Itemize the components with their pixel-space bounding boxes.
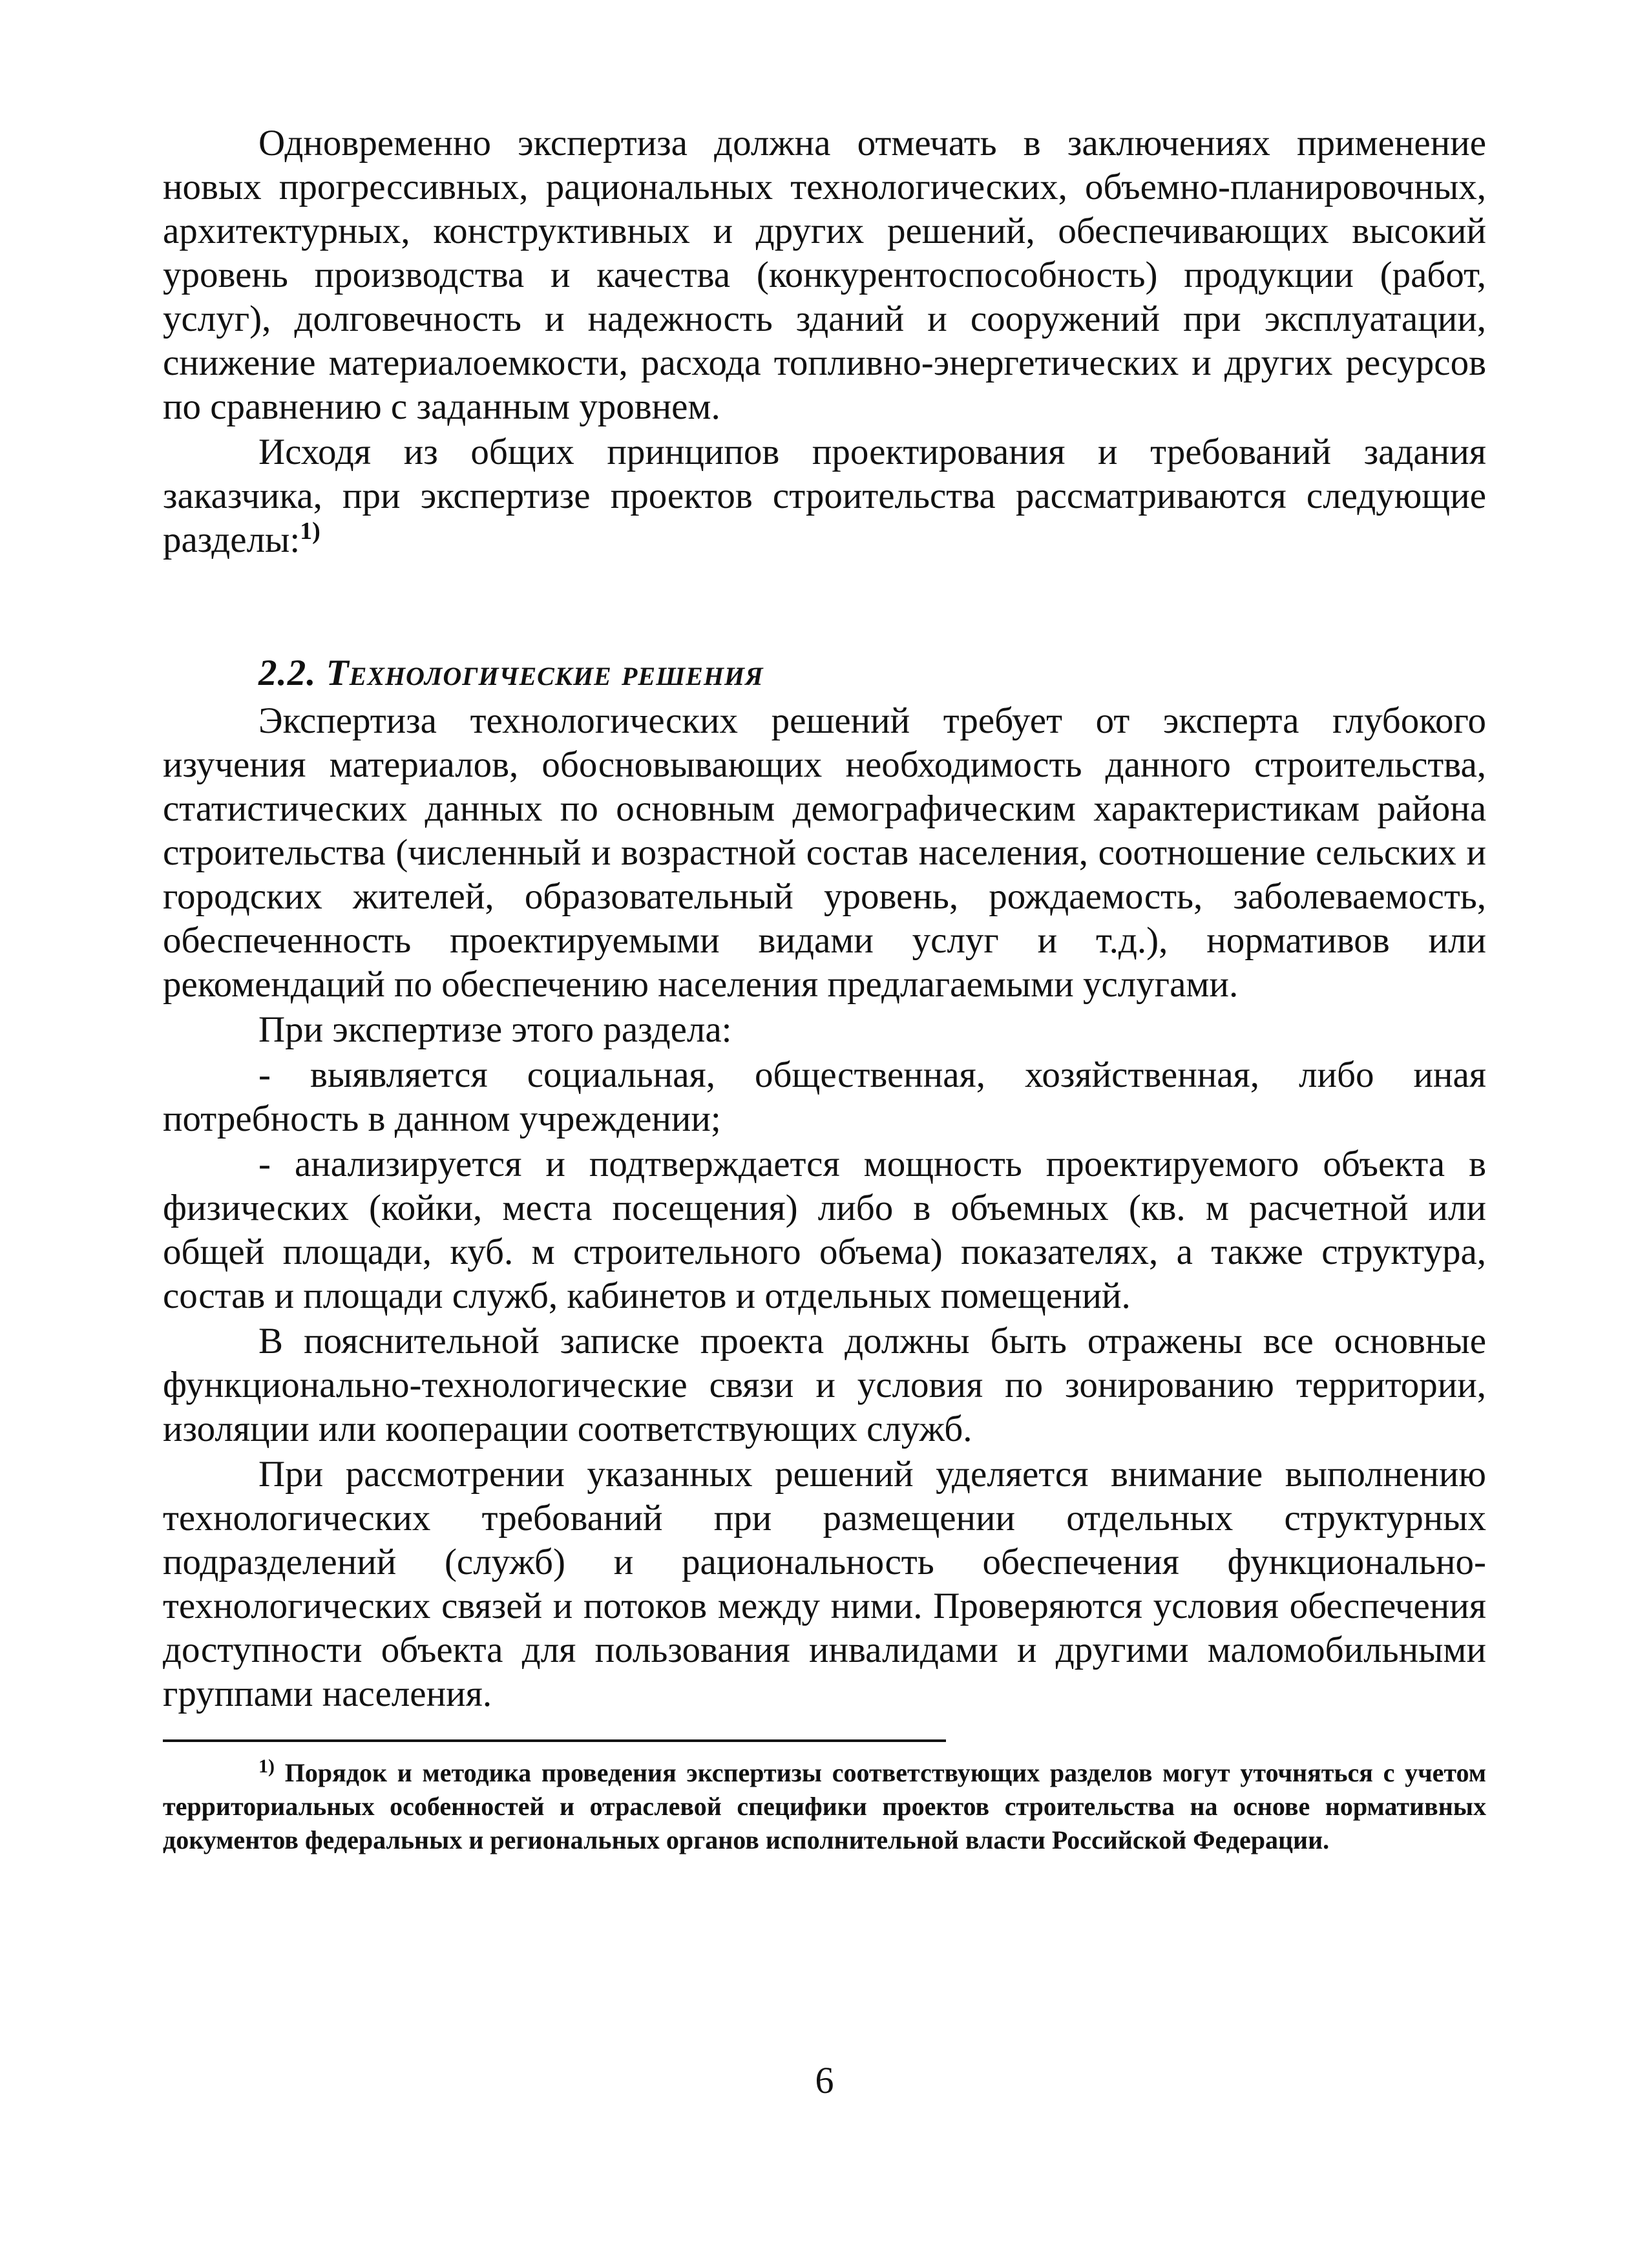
footnote-divider xyxy=(163,1739,946,1742)
section-paragraph-3: В пояснительной записке проекта должны быть отражены все основные функционально-технологические связи и условия по зонированию территории, изоляции или кооперации соответствующих служб. xyxy=(163,1321,1486,1449)
page-number: 6 xyxy=(815,2059,834,2101)
footnote-marker: 1) xyxy=(258,1756,275,1777)
footnote xyxy=(163,1756,1486,1857)
section-list-item-2: - анализируется и подтверждается мощность проектируемого объекта в физических (койки, места посещения) либо в объемных (кв. м расчетной или общей площади, куб. м строительного объема) показателях, а также структура, состав и площади служб, кабинетов и отдельных помещений. xyxy=(163,1144,1486,1316)
section-paragraph-1: Экспертиза технологических решений требует от эксперта глубокого изучения материалов, обосновывающих необходимость данного строительства, статистических данных по основным демографическим характеристикам района строительства (численный и возрастной состав населения, соотношение сельских и городских жителей, образовательный уровень, рождаемость, заболеваемость, обеспеченность проектируемыми видами услуг и т.д.), нормативов или рекомендаций по обеспечению населения предлагаемыми услугами. xyxy=(163,700,1486,1005)
section-number: 2.2. xyxy=(258,653,317,693)
document-page xyxy=(163,121,1486,1857)
section-paragraph-2: При экспертизе этого раздела: xyxy=(258,1009,732,1050)
section-heading xyxy=(163,651,1486,695)
section-paragraph-4: При рассмотрении указанных решений уделяется внимание выполнению технологических требований при размещении отдельных структурных подразделений (служб) и рациональность обеспечения функционально-технологических связей и потоков между ними. Проверяются условия обеспечения доступности объекта для пользования инвалидами и другими маломобильными группами населения. xyxy=(163,1454,1486,1714)
intro-paragraph-1: Одновременно экспертиза должна отмечать в заключениях применение новых прогрессивных, рациональных технологических, объемно-планировочных, архитектурных, конструктивных и других решений, обеспечивающих высокий уровень производства и качества (конкурентоспособность) продукции (работ, услуг), долговечность и надежность зданий и сооружений при эксплуатации, снижение материалоемкости, расхода топливно-энергетических и других ресурсов по сравнению с заданным уровнем. xyxy=(163,123,1486,427)
intro-paragraph-2 xyxy=(163,430,1486,562)
section-title: Технологические решения xyxy=(326,653,764,693)
intro-paragraph-2-text: Исходя из общих принципов проектирования и требований задания заказчика, при экспертизе проектов строительства рассматриваются следующие разделы: xyxy=(163,432,1486,560)
footnote-text: Порядок и методика проведения экспертизы соответствующих разделов могут уточняться с учетом территориальных особенностей и отраслевой специфики проектов строительства на основе нормативных документов федеральных и региональных органов исполнительной власти Российской Федерации. xyxy=(163,1758,1487,1854)
footnote-reference[interactable]: 1) xyxy=(300,518,320,545)
section-list-item-1: - выявляется социальная, общественная, хозяйственная, либо иная потребность в данном учреждении; xyxy=(163,1055,1486,1139)
